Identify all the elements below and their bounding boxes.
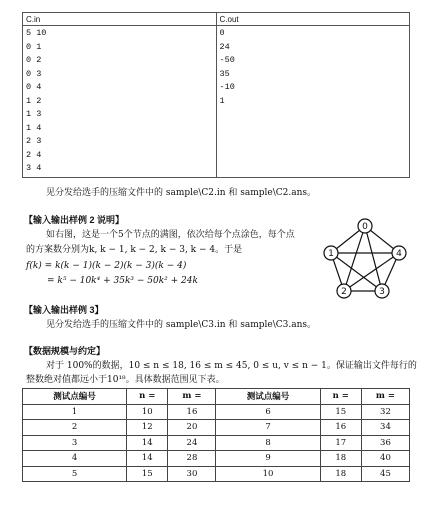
table-cell: 9 [216, 451, 320, 467]
node-label: 4 [396, 249, 402, 259]
table-cell: 1 [23, 404, 127, 420]
table-cell: 4 [23, 451, 127, 467]
table-cell: 30 [168, 466, 216, 482]
node-label: 0 [362, 222, 368, 232]
in-line: 0 3 [26, 68, 42, 79]
node-label: 2 [341, 287, 347, 297]
table-row [23, 466, 410, 482]
header-cell: n = [320, 389, 361, 405]
out-line: 0 [219, 28, 225, 38]
table-cell: 34 [361, 420, 409, 436]
in-line: 0 1 [26, 41, 42, 52]
table-cell: 14 [127, 435, 168, 451]
in-line: 1 4 [26, 122, 42, 133]
table-row [23, 435, 410, 451]
edge [344, 226, 365, 291]
in-header: C.in [23, 13, 217, 26]
table-row [23, 420, 410, 436]
table-cell: 15 [127, 466, 168, 482]
table-cell: 7 [216, 420, 320, 436]
table-cell: 6 [216, 404, 320, 420]
out-header: C.out [216, 13, 410, 26]
table-cell: 45 [361, 466, 409, 482]
out-line: -50 [219, 55, 235, 65]
table-cell: 20 [168, 420, 216, 436]
section4-heading: 【数据规模与约定】 [24, 346, 106, 356]
section3-heading: 【输入输出样例 3】 [24, 305, 104, 315]
complete-graph-diagram [318, 214, 413, 304]
table-cell: 8 [216, 435, 320, 451]
table-cell: 18 [320, 466, 361, 482]
section2-line2: 的方案数分别为k, k − 1, k − 2, k − 3, k − 4。于是 [26, 245, 243, 255]
table-cell: 15 [320, 404, 361, 420]
section4-line1: 对于 100%的数据，10 ≤ n ≤ 18, 16 ≤ m ≤ 45, 0 ≤ u, v ≤ n − 1。保证输出文件每行的 [46, 361, 417, 371]
header-cell: n = [127, 389, 168, 405]
in-column [23, 26, 217, 178]
in-line: 2 3 [26, 136, 42, 146]
table-cell: 24 [168, 435, 216, 451]
io-sample-table [22, 12, 410, 178]
in-line: 0 2 [26, 55, 42, 65]
table-cell: 18 [320, 451, 361, 467]
table-row [23, 451, 410, 467]
in-line: 0 4 [26, 82, 42, 92]
section2-heading: 【输入输出样例 2 说明】 [24, 215, 125, 225]
table-cell: 5 [23, 466, 127, 482]
data-range-table [22, 388, 410, 482]
table-cell: 40 [361, 451, 409, 467]
out-line: 1 [219, 95, 225, 106]
table-cell: 3 [23, 435, 127, 451]
header-cell: 测试点编号 [216, 389, 320, 405]
edge [365, 226, 382, 291]
out-line: -10 [219, 82, 235, 92]
table-cell: 28 [168, 451, 216, 467]
section2-formula2: = k⁵ − 10k⁴ + 35k³ − 50k² + 24k [47, 276, 198, 286]
section2-line1: 如右图，这是一个5个节点的满图，依次给每个点涂色，每个点 [46, 230, 295, 240]
table-row [23, 404, 410, 420]
in-line: 1 3 [26, 109, 42, 119]
in-line: 5 10 [26, 28, 47, 38]
out-column [216, 26, 410, 178]
table-cell: 36 [361, 435, 409, 451]
section4-line2: 整数绝对值都远小于10¹⁸。具体数据范围见下表。 [26, 375, 225, 385]
edge [331, 253, 382, 291]
in-line: 3 4 [26, 163, 42, 173]
out-line: 24 [219, 41, 230, 52]
node-label: 1 [328, 249, 334, 259]
table-cell: 16 [320, 420, 361, 436]
table-cell: 10 [216, 466, 320, 482]
table-cell: 10 [127, 404, 168, 420]
table-header-row [23, 389, 410, 405]
section2-formula1: f(k) = k(k − 1)(k − 2)(k − 3)(k − 4) [26, 261, 187, 271]
in-line: 1 2 [26, 95, 42, 106]
header-cell: m = [168, 389, 216, 405]
header-cell: 测试点编号 [23, 389, 127, 405]
in-line: 2 4 [26, 149, 42, 160]
table-cell: 16 [168, 404, 216, 420]
table-cell: 12 [127, 420, 168, 436]
out-line: 35 [219, 68, 230, 79]
table-cell: 32 [361, 404, 409, 420]
section3-line1: 见分发给选手的压缩文件中的 sample\C3.in 和 sample\C3.ans。 [46, 320, 317, 330]
table-cell: 2 [23, 420, 127, 436]
note-sample2: 见分发给选手的压缩文件中的 sample\C2.in 和 sample\C2.ans。 [46, 188, 317, 198]
node-label: 3 [379, 287, 385, 297]
table-cell: 14 [127, 451, 168, 467]
table-cell: 17 [320, 435, 361, 451]
header-cell: m = [361, 389, 409, 405]
